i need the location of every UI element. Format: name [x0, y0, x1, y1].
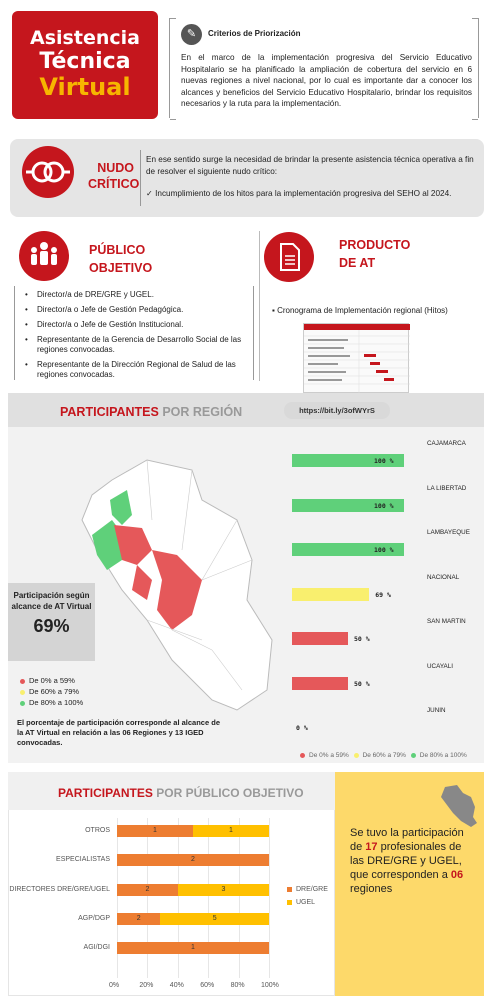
criterios-text: En el marco de la implementación progresiva del Servicio Educativo Hospitalario se ha planificado la ampliación de cobertura del servicio en 6 nuevas regiones a nivel nacional, por lo cual es importante dar a conocer los alcances y beneficios del Servicio Educativo Hospitalario, brindar los requisitos necesarios y la ruta para la implementación.	[181, 53, 472, 108]
people-icon	[19, 231, 69, 281]
producto-item-text: Cronograma de Implementación regional (Hitos)	[277, 306, 448, 315]
stacked-bar-segment: 5	[160, 913, 269, 925]
nudo-text: En ese sentido surge la necesidad de brindar la presente asistencia técnica operativa a fin de resolver el siguiente nudo crítico:	[146, 155, 474, 176]
audience-legend-item	[287, 886, 328, 893]
legend-label: De 60% a 79%	[29, 687, 80, 696]
nudo-item: ✓ Incumplimiento de los hitos para la implementación progresiva del SEHO al 2024.	[146, 189, 452, 198]
summary-number: 17	[365, 841, 378, 853]
knot-icon	[22, 146, 74, 198]
publico-list-item: • Director/a de DRE/GRE y UGEL.	[25, 290, 253, 300]
legend-swatch	[287, 887, 292, 892]
publico-list	[14, 286, 254, 380]
region-bar-category: NACIONAL	[427, 573, 460, 581]
x-tick-label: 100%	[261, 982, 279, 989]
title-box	[12, 11, 158, 119]
legend-label: DRE/GRE	[296, 886, 328, 893]
publico-list-item: • Representante de la Gerencia de Desarrollo Social de las regiones convocadas.	[25, 335, 253, 355]
x-tick-label: 0%	[109, 982, 120, 989]
producto-title	[339, 236, 410, 272]
category-label: AGP/DGP	[78, 914, 110, 922]
publico-title-1: PÚBLICO	[89, 243, 146, 257]
producto-title-2: DE AT	[339, 256, 376, 270]
schedule-thumbnail	[303, 323, 409, 393]
nudo-title-1: NUDO	[97, 161, 134, 175]
region-bar	[292, 588, 369, 601]
stacked-bar-segment: 3	[178, 884, 269, 896]
region-bar-category: JUNIN	[427, 707, 446, 714]
region-title	[60, 405, 242, 419]
region-bar-label: 100 %	[374, 457, 394, 465]
region-bar-label: 50 %	[354, 635, 370, 643]
category-label: AGI/DGI	[83, 944, 110, 952]
legend-item	[20, 686, 83, 697]
stacked-bar-segment: 2	[117, 913, 160, 925]
publico-list-item: • Director/a o Jefe de Gestión Institucional.	[25, 320, 253, 330]
publico-title	[89, 241, 152, 277]
region-link[interactable]: https://bit.ly/3ofWYrS	[284, 402, 390, 419]
summary-text	[350, 826, 478, 896]
x-tick-label: 40%	[169, 982, 184, 989]
legend-swatch	[287, 900, 292, 905]
region-bar-label: 100 %	[374, 501, 394, 510]
participation-box	[8, 583, 95, 661]
region-bar-label: 50 %	[354, 679, 370, 688]
audience-title	[58, 786, 304, 800]
category-label: DIRECTORES DRE/GRE/UGEL	[9, 885, 110, 893]
summary-part: profesionales de las DRE/GRE y UGEL, que corresponden a	[350, 841, 462, 881]
title-line-3: Virtual	[39, 73, 131, 101]
region-bar-label: 100 %	[374, 546, 394, 554]
bar-legend-label: De 60% a 79%	[362, 752, 406, 759]
legend-label: De 0% a 59%	[29, 676, 75, 685]
audience-title-grey: POR PÚBLICO OBJETIVO	[156, 786, 304, 800]
stacked-bar-segment: 1	[117, 942, 269, 954]
title-line-1: Asistencia	[30, 27, 140, 49]
edit-icon: ✎	[181, 24, 202, 45]
summary-part: Se tuvo la participación de	[350, 827, 464, 853]
producto-item: ▪ Cronograma de Implementación regional (Hitos)	[272, 306, 448, 315]
audience-legend-item	[287, 899, 315, 906]
legend-item	[20, 697, 83, 708]
legend-label: De 80% a 100%	[29, 698, 84, 707]
region-note: El porcentaje de participación corresponde al alcance de la AT Virtual en relación a las 06 Regiones y 13 IGED convocadas.	[17, 718, 220, 747]
stacked-bar-segment: 1	[117, 825, 193, 837]
audience-title-red: PARTICIPANTES	[58, 786, 153, 800]
map-legend	[20, 675, 83, 708]
region-bar-label: 0 %	[296, 724, 308, 732]
x-tick-label: 20%	[139, 982, 154, 989]
participation-value: 69%	[33, 616, 70, 636]
nudo-title	[88, 160, 140, 192]
region-bar-label: 69 %	[375, 590, 391, 599]
region-bar-category: LAMBAYEQUE	[427, 529, 470, 536]
region-bar-category: UCAYALI	[427, 662, 454, 670]
publico-title-2: OBJETIVO	[89, 261, 153, 275]
region-title-red: PARTICIPANTES	[60, 405, 159, 419]
participation-label: Participación según alcance de AT Virtual	[11, 591, 92, 611]
category-label: ESPECIALISTAS	[56, 856, 110, 864]
region-bar	[292, 677, 348, 690]
category-label: OTROS	[85, 827, 110, 834]
x-tick-label: 80%	[230, 982, 245, 989]
divider	[140, 150, 141, 206]
summary-part: regiones	[350, 883, 393, 895]
region-bar-category: CAJAMARCA	[427, 440, 466, 447]
publico-list-item: • Director/a o Jefe de Gestión Pedagógica.	[25, 305, 253, 315]
x-tick-label: 60%	[200, 982, 215, 989]
bar-legend-label: De 80% a 100%	[419, 752, 467, 759]
region-bar-category: LA LIBERTAD	[427, 484, 467, 492]
region-bar	[292, 632, 348, 645]
producto-title-1: PRODUCTO	[339, 238, 411, 252]
gridline	[269, 818, 270, 978]
document-icon	[264, 232, 314, 282]
criterios-title: Criterios de Priorización	[208, 29, 301, 38]
legend-item	[20, 675, 83, 686]
legend-label: UGEL	[296, 899, 316, 906]
divider	[259, 231, 260, 381]
peru-map	[52, 440, 282, 720]
region-bar-category: SAN MARTIN	[427, 618, 466, 625]
nudo-title-2: CRÍTICO	[88, 177, 140, 191]
bar-legend	[300, 752, 467, 759]
stacked-bar-segment: 1	[193, 825, 269, 837]
publico-list-item: • Representante de la Dirección Regional de Salud de las regiones convocadas.	[25, 360, 253, 380]
title-line-2: Técnica	[39, 49, 131, 74]
bar-legend-label: De 0% a 59%	[309, 752, 349, 759]
summary-number: 06	[450, 869, 464, 881]
stacked-bar-segment: 2	[117, 854, 269, 866]
stacked-bar-segment: 2	[117, 884, 178, 896]
nudo-panel	[10, 139, 484, 217]
region-title-grey: POR REGIÓN	[162, 405, 243, 419]
